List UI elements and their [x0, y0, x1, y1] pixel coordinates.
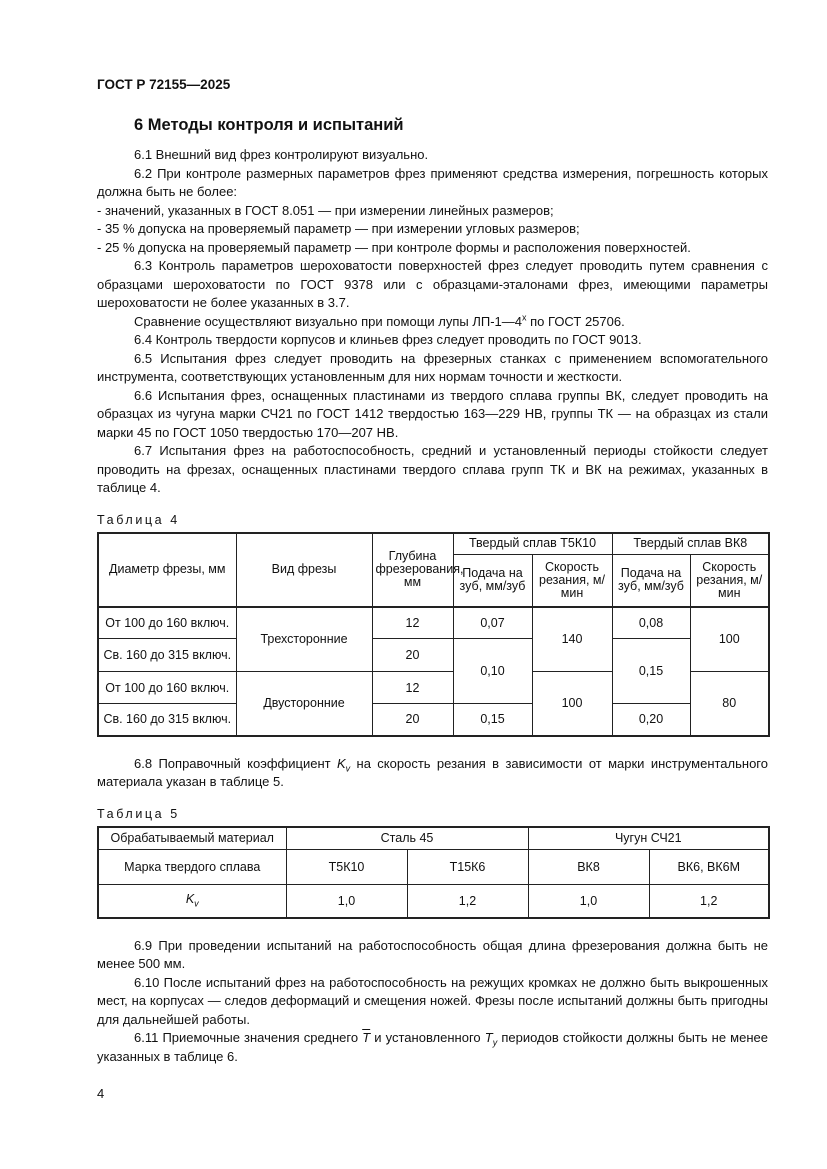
cell-depth: 20 [372, 704, 453, 736]
table-row [98, 639, 769, 672]
cell-grade: ВК6, ВК6М [649, 850, 769, 885]
table-4-caption: Таблица 4 [97, 512, 180, 527]
cell-depth: 12 [372, 672, 453, 704]
cell-feed: 0,15 [453, 704, 532, 736]
page-number: 4 [97, 1086, 105, 1101]
cell-depth: 20 [372, 639, 453, 672]
paragraph-loupe [97, 313, 768, 332]
list-item: - 25 % допуска на проверяемый параметр — при контроле формы и расположения поверхностей. [97, 239, 691, 255]
paragraph-6-4: 6.4 Контроль твердости корпусов и клиньев фрез следует проводить по ГОСТ 9013. [134, 332, 642, 347]
cell-speed: 100 [690, 607, 769, 672]
k-subscript: v [345, 763, 351, 774]
paragraph-6-10: 6.10 После испытаний фрез на работоспособность на режущих кромках не должно быть выкрошенных мест, на корпусах — следов деформаций и смещения ножей. Фрезы после испытаний должны быть пригодны для дальнейшей работы. [97, 974, 768, 1027]
header-iron: Чугун СЧ21 [528, 827, 769, 850]
header-type: Вид фрезы [236, 533, 372, 607]
paragraph-6-11 [97, 1029, 768, 1066]
table-row [98, 850, 769, 885]
paragraphs-bottom [97, 937, 768, 1067]
k-symbol: K [185, 891, 195, 906]
table-5-caption: Таблица 5 [97, 806, 180, 821]
section-title: 6 Методы контроля и испытаний [134, 116, 404, 134]
header-alloy-vk8: Твердый сплав ВК8 [612, 533, 769, 555]
list-item: - значений, указанных в ГОСТ 8.051 — при измерении линейных размеров; [97, 202, 554, 218]
cell-diameter: От 100 до 160 включ. [98, 672, 236, 704]
t-mean-symbol: $\overline{T}$ [362, 1030, 371, 1045]
k-subscript: v [194, 898, 199, 908]
header-speed: Скорость резания, м/мин [690, 555, 769, 607]
table-row [98, 704, 769, 736]
cell-grade: ВК8 [528, 850, 649, 885]
paragraph-6-7: 6.7 Испытания фрез на работоспособность, средний и установленный периоды стойкости следует проводить на фрезах, оснащенных пластинами твердого сплава групп ТК и ВК на режимах, указанных в таблице 4. [97, 443, 768, 495]
cell-feed: 0,10 [453, 639, 532, 704]
loupe-text-tail: по ГОСТ 25706. [526, 313, 625, 329]
cell-feed: 0,08 [612, 607, 690, 639]
paragraph-6-9: 6.9 При проведении испытаний на работоспособность общая длина фрезерования должна быть не менее 500 мм. [97, 937, 768, 971]
header-diameter: Диаметр фрезы, мм [98, 533, 236, 607]
cell-diameter: Св. 160 до 315 включ. [98, 639, 236, 672]
header-feed: Подача на зуб, мм/зуб [453, 555, 532, 607]
header-depth: Глубина фрезерования, мм [372, 533, 453, 607]
document-header: ГОСТ Р 72155—2025 [97, 77, 231, 92]
cell-speed: 80 [690, 672, 769, 736]
k-symbol: K [336, 755, 346, 771]
cell-speed: 100 [532, 672, 612, 736]
paragraphs-top [97, 146, 768, 498]
header-feed: Подача на зуб, мм/зуб [612, 555, 690, 607]
table-5 [97, 826, 770, 919]
grade-label: Марка твердого сплава [98, 850, 286, 885]
text: 6.8 Поправочный коэффициент [134, 755, 337, 771]
cell-speed: 140 [532, 607, 612, 672]
kv-label [98, 885, 286, 918]
cell-grade: Т5К10 [286, 850, 407, 885]
table-row [98, 607, 769, 639]
header-speed: Скорость резания, м/мин [532, 555, 612, 607]
paragraph-6-2: 6.2 При контроле размерных параметров фрез применяют средства измерения, погрешность которых должна быть не более: [97, 165, 768, 199]
cell-kv: 1,2 [649, 885, 769, 918]
table-row [98, 885, 769, 918]
cell-kv: 1,0 [528, 885, 649, 918]
text: на скорость резания в зависимости от марки инструментального материала указан в таблице 5. [97, 755, 768, 789]
cell-feed: 0,07 [453, 607, 532, 639]
t-y-symbol: T [484, 1030, 493, 1045]
cell-grade: Т15К6 [407, 850, 528, 885]
list-item: - 35 % допуска на проверяемый параметр — при измерении угловых размеров; [97, 221, 580, 236]
header-steel: Сталь 45 [286, 827, 528, 850]
cell-type: Трехсторонние [236, 607, 372, 672]
paragraph-6-3: 6.3 Контроль параметров шероховатости поверхностей фрез следует проводить путем сравнения с образцами шероховатости по ГОСТ 9378 или с образцами-эталонами фрез, имеющими параметры шероховатости не более указанных в 3.7. [97, 258, 768, 310]
text: 6.11 Приемочные значения среднего [134, 1030, 363, 1045]
cell-type: Двусторонние [236, 672, 372, 736]
cell-diameter: Св. 160 до 315 включ. [98, 704, 236, 736]
cell-diameter: От 100 до 160 включ. [98, 607, 236, 639]
paragraph-6-8 [97, 755, 768, 792]
t-y-subscript: y [492, 1037, 498, 1048]
header-material: Обрабатываемый материал [98, 827, 286, 850]
cell-depth: 12 [372, 607, 453, 639]
paragraph-6-8-block [97, 755, 768, 792]
cell-kv: 1,2 [407, 885, 528, 918]
document-body [97, 146, 768, 1101]
cell-kv: 1,0 [286, 885, 407, 918]
text: периодов стойкости должны быть не менее указанных в таблице 6. [97, 1030, 768, 1064]
paragraph-6-5: 6.5 Испытания фрез следует проводить на фрезерных станках с применением вспомогательного инструмента, соответствующих установленным для них нормам точности и жесткости. [97, 350, 768, 384]
text: и установленного [370, 1030, 485, 1045]
paragraph-6-6: 6.6 Испытания фрез, оснащенных пластинами из твердого сплава группы ВК, следует проводить на образцах из чугуна марки СЧ21 по ГОСТ 1412 твердостью 163—229 НВ, группы ТК — на образцах из стали марки 45 по ГОСТ 1050 твердостью 170—207 НВ. [97, 387, 768, 440]
paragraph-6-1: 6.1 Внешний вид фрез контролируют визуально. [134, 147, 429, 162]
superscript: x [522, 312, 527, 323]
cell-feed: 0,15 [612, 639, 690, 704]
cell-feed: 0,20 [612, 704, 690, 736]
header-alloy-t5k10: Твердый сплав Т5К10 [453, 533, 612, 555]
table-4 [97, 532, 770, 737]
loupe-text: Сравнение осуществляют визуально при помощи лупы ЛП-1—4 [134, 313, 523, 329]
